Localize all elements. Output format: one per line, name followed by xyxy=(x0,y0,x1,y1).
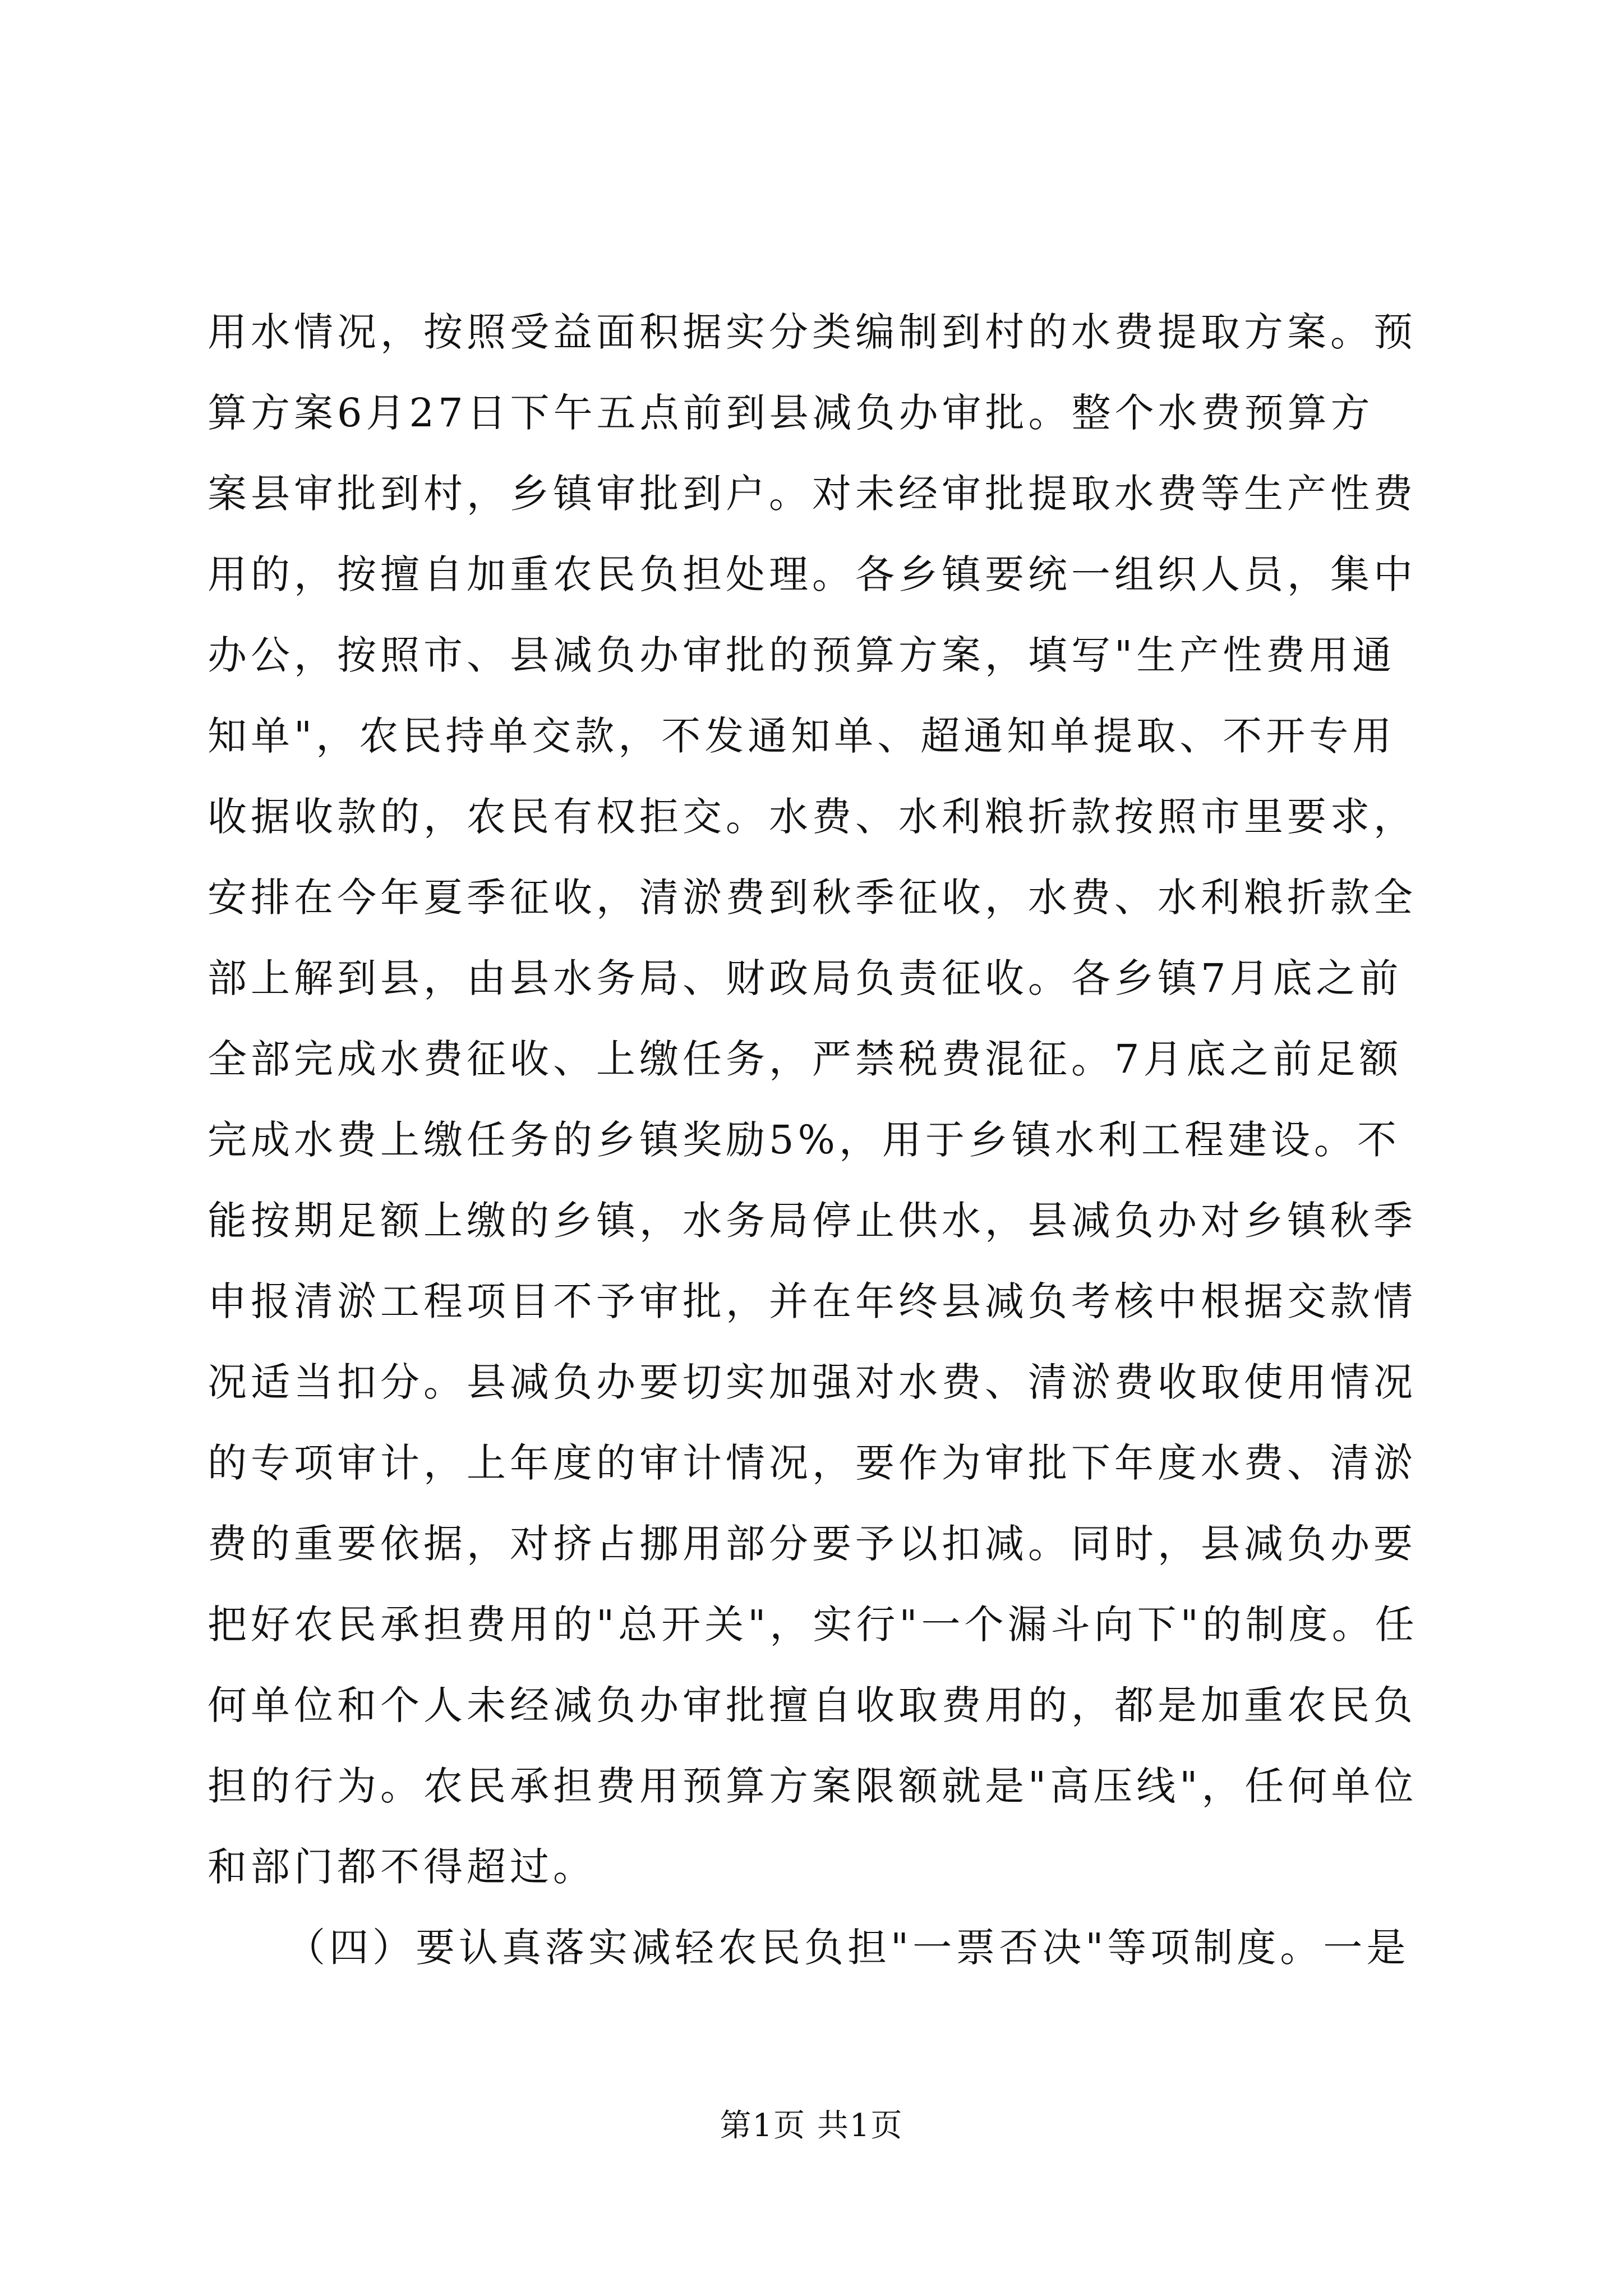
text-line: 把好农民承担费用的"总开关"，实行"一个漏斗向下"的制度。任 xyxy=(208,1602,1418,1648)
text-line: 何单位和个人未经减负办审批擅自收取费用的，都是加重农民负 xyxy=(208,1682,1417,1728)
text-line: 办公，按照市、县减负办审批的预算方案，填写"生产性费用通 xyxy=(208,632,1396,678)
text-line: 案县审批到村，乡镇审批到户。对未经审批提取水费等生产性费 xyxy=(208,471,1417,517)
text-line: 算方案6月27日下午五点前到县减负办审批。整个水费预算方 xyxy=(208,390,1374,436)
text-line: 能按期足额上缴的乡镇，水务局停止供水，县减负办对乡镇秋季 xyxy=(208,1198,1417,1244)
text-line: 担的行为。农民承担费用预算方案限额就是"高压线"，任何单位 xyxy=(208,1763,1418,1809)
text-line: 的专项审计，上年度的审计情况，要作为审批下年度水费、清淤 xyxy=(208,1440,1417,1486)
text-line: 申报清淤工程项目不予审批，并在年终县减负考核中根据交款情 xyxy=(208,1278,1417,1324)
text-line: 费的重要依据，对挤占挪用部分要予以扣减。同时，县减负办要 xyxy=(208,1521,1417,1567)
text-line: 完成水费上缴任务的乡镇奖励5%，用于乡镇水利工程建设。不 xyxy=(208,1117,1401,1163)
text-line: 安排在今年夏季征收，清淤费到秋季征收，水费、水利粮折款全 xyxy=(208,875,1417,921)
text-line: 部上解到县，由县水务局、财政局负责征收。各乡镇7月底之前 xyxy=(208,955,1403,1001)
text-line: 和部门都不得超过。 xyxy=(208,1844,596,1890)
text-line: 全部完成水费征收、上缴任务，严禁税费混征。7月底之前足额 xyxy=(208,1036,1403,1082)
page-footer: 第1页 共1页 xyxy=(720,2108,903,2144)
text-line-section-heading: （四）要认真落实减轻农民负担"一票否决"等项制度。一是 xyxy=(286,1925,1410,1971)
body-text xyxy=(208,292,1419,1988)
text-line: 收据收款的，农民有权拒交。水费、水利粮折款按照市里要求， xyxy=(208,794,1417,840)
text-line: 知单"，农民持单交款，不发通知单、超通知单提取、不开专用 xyxy=(208,713,1396,759)
text-line: 用水情况，按照受益面积据实分类编制到村的水费提取方案。预 xyxy=(208,309,1417,355)
text-line: 况适当扣分。县减负办要切实加强对水费、清淤费收取使用情况 xyxy=(208,1359,1417,1405)
text-line: 用的，按擅自加重农民负担处理。各乡镇要统一组织人员，集中 xyxy=(208,551,1417,597)
